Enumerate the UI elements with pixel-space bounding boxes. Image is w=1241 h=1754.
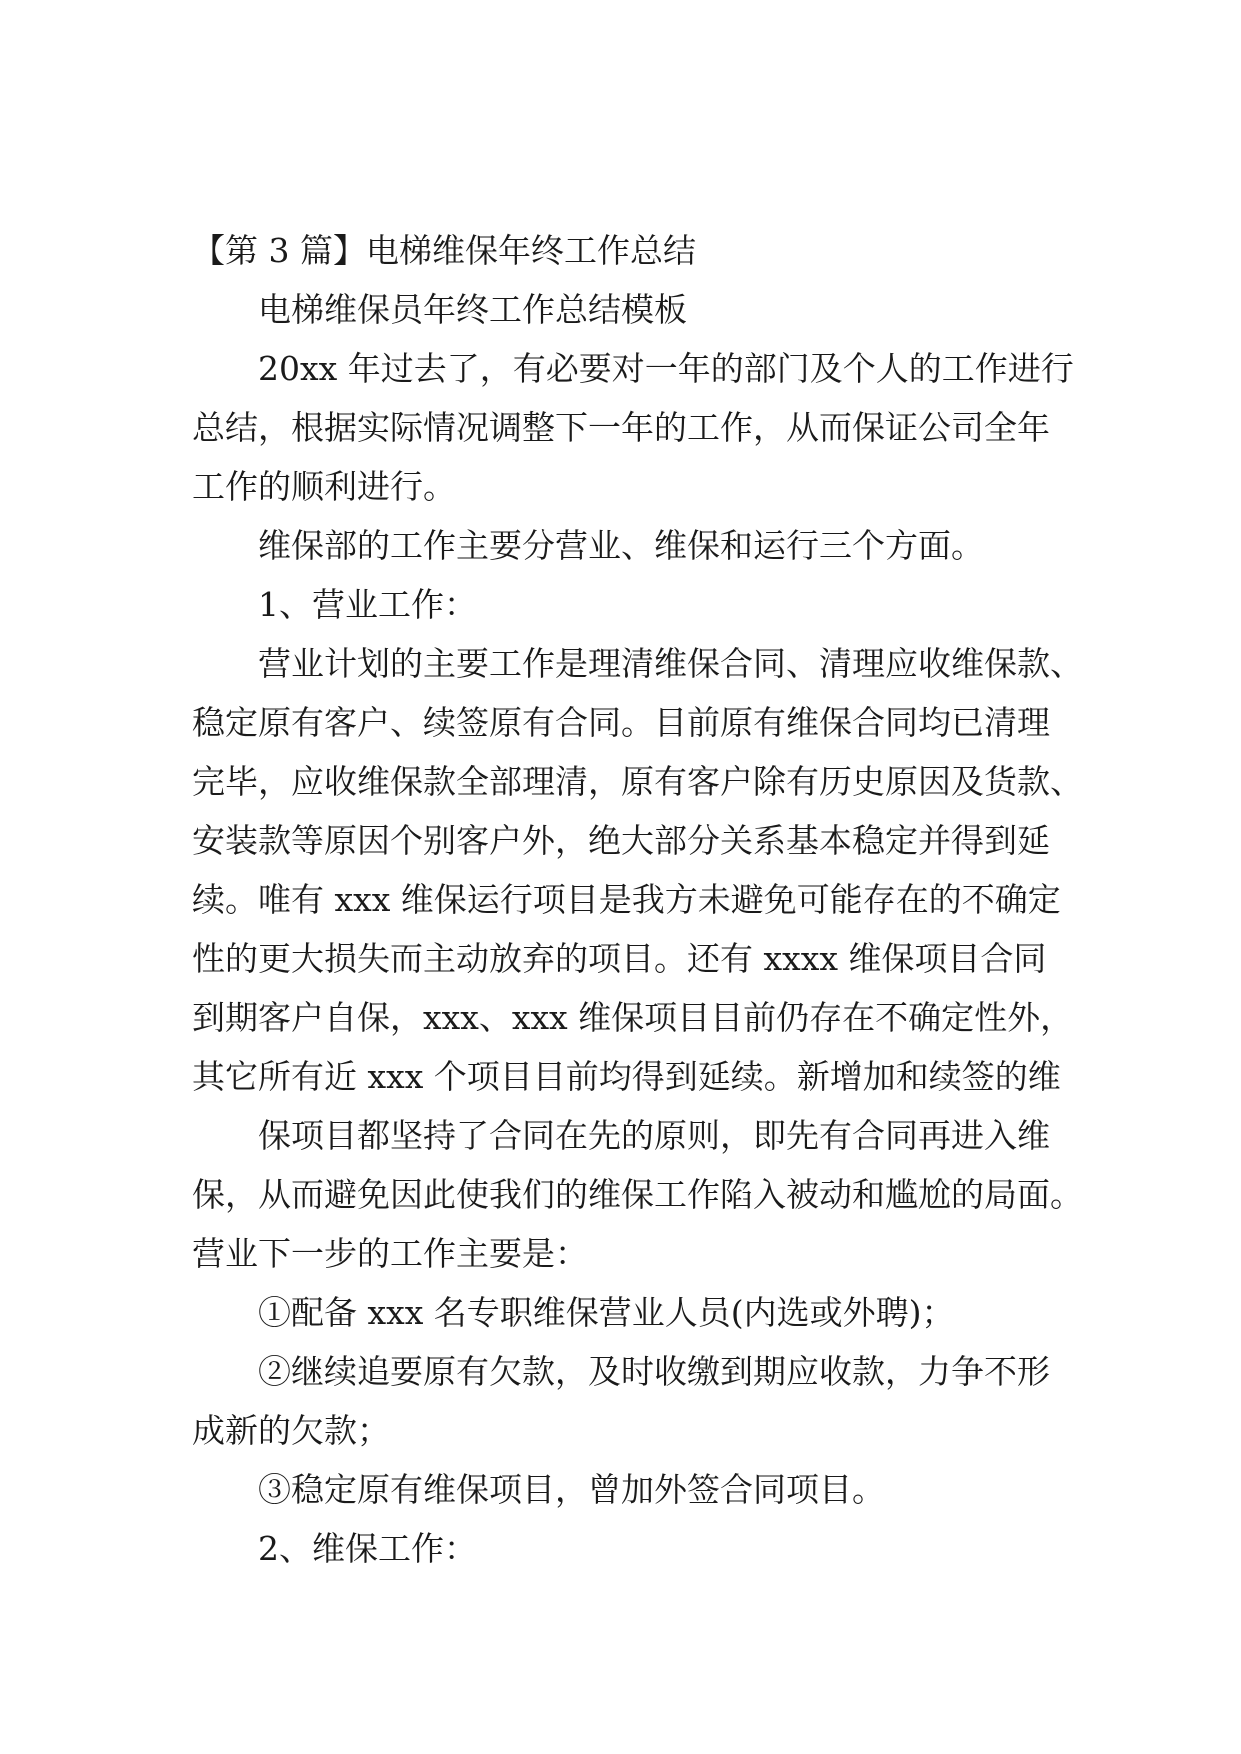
paragraph-line: 续。唯有 xxx 维保运行项目是我方未避免可能存在的不确定 xyxy=(192,880,1061,919)
paragraph-line: 总结，根据实际情况调整下一年的工作，从而保证公司全年 xyxy=(192,408,1050,447)
paragraph xyxy=(192,1342,1062,1460)
paragraph-line: 1、营业工作： xyxy=(258,585,477,624)
paragraph-line: 保，从而避免因此使我们的维保工作陷入被动和尴尬的局面。 xyxy=(192,1175,1083,1214)
paragraph-line: ③稳定原有维保项目，曾加外签合同项目。 xyxy=(258,1470,885,1509)
paragraph xyxy=(192,1460,1062,1519)
document-heading: 【第 3 篇】电梯维保年终工作总结 xyxy=(192,231,696,270)
paragraph-line: 成新的欠款； xyxy=(192,1411,390,1450)
paragraph-line: 2、维保工作： xyxy=(258,1529,477,1568)
paragraph-line: 性的更大损失而主动放弃的项目。还有 xxxx 维保项目合同 xyxy=(192,939,1047,978)
paragraph-line: 工作的顺利进行。 xyxy=(192,467,456,506)
paragraph-line: 营业下一步的工作主要是： xyxy=(192,1234,588,1273)
paragraph-line: 营业计划的主要工作是理清维保合同、清理应收维保款、 xyxy=(258,644,1083,683)
paragraph-line: 维保部的工作主要分营业、维保和运行三个方面。 xyxy=(258,526,984,565)
paragraph xyxy=(192,516,1062,575)
paragraph-line: 稳定原有客户、续签原有合同。目前原有维保合同均已清理 xyxy=(192,703,1050,742)
paragraph xyxy=(192,1283,1062,1342)
paragraph xyxy=(192,339,1074,516)
paragraph-line: 安装款等原因个别客户外，绝大部分关系基本稳定并得到延 xyxy=(192,821,1050,860)
paragraph-line: 到期客户自保，xxx、xxx 维保项目目前仍存在不确定性外， xyxy=(192,998,1074,1037)
paragraph xyxy=(192,575,1062,634)
paragraph-line: 其它所有近 xxx 个项目目前均得到延续。新增加和续签的维 xyxy=(192,1057,1061,1096)
document-subtitle: 电梯维保员年终工作总结模板 xyxy=(258,290,687,329)
paragraph-line: 保项目都坚持了合同在先的原则，即先有合同再进入维 xyxy=(258,1116,1050,1155)
paragraph xyxy=(192,634,1083,1106)
paragraph-line: ②继续追要原有欠款，及时收缴到期应收款，力争不形 xyxy=(258,1352,1050,1391)
paragraph-line: 20xx 年过去了，有必要对一年的部门及个人的工作进行 xyxy=(258,349,1074,388)
paragraph xyxy=(192,1519,1062,1578)
paragraph xyxy=(192,1106,1083,1283)
document-body xyxy=(192,221,1083,1578)
paragraph-line: 完毕，应收维保款全部理清，原有客户除有历史原因及货款、 xyxy=(192,762,1083,801)
paragraph-line: ①配备 xxx 名专职维保营业人员(内选或外聘)； xyxy=(258,1293,955,1332)
paragraph-list xyxy=(192,339,1083,1578)
